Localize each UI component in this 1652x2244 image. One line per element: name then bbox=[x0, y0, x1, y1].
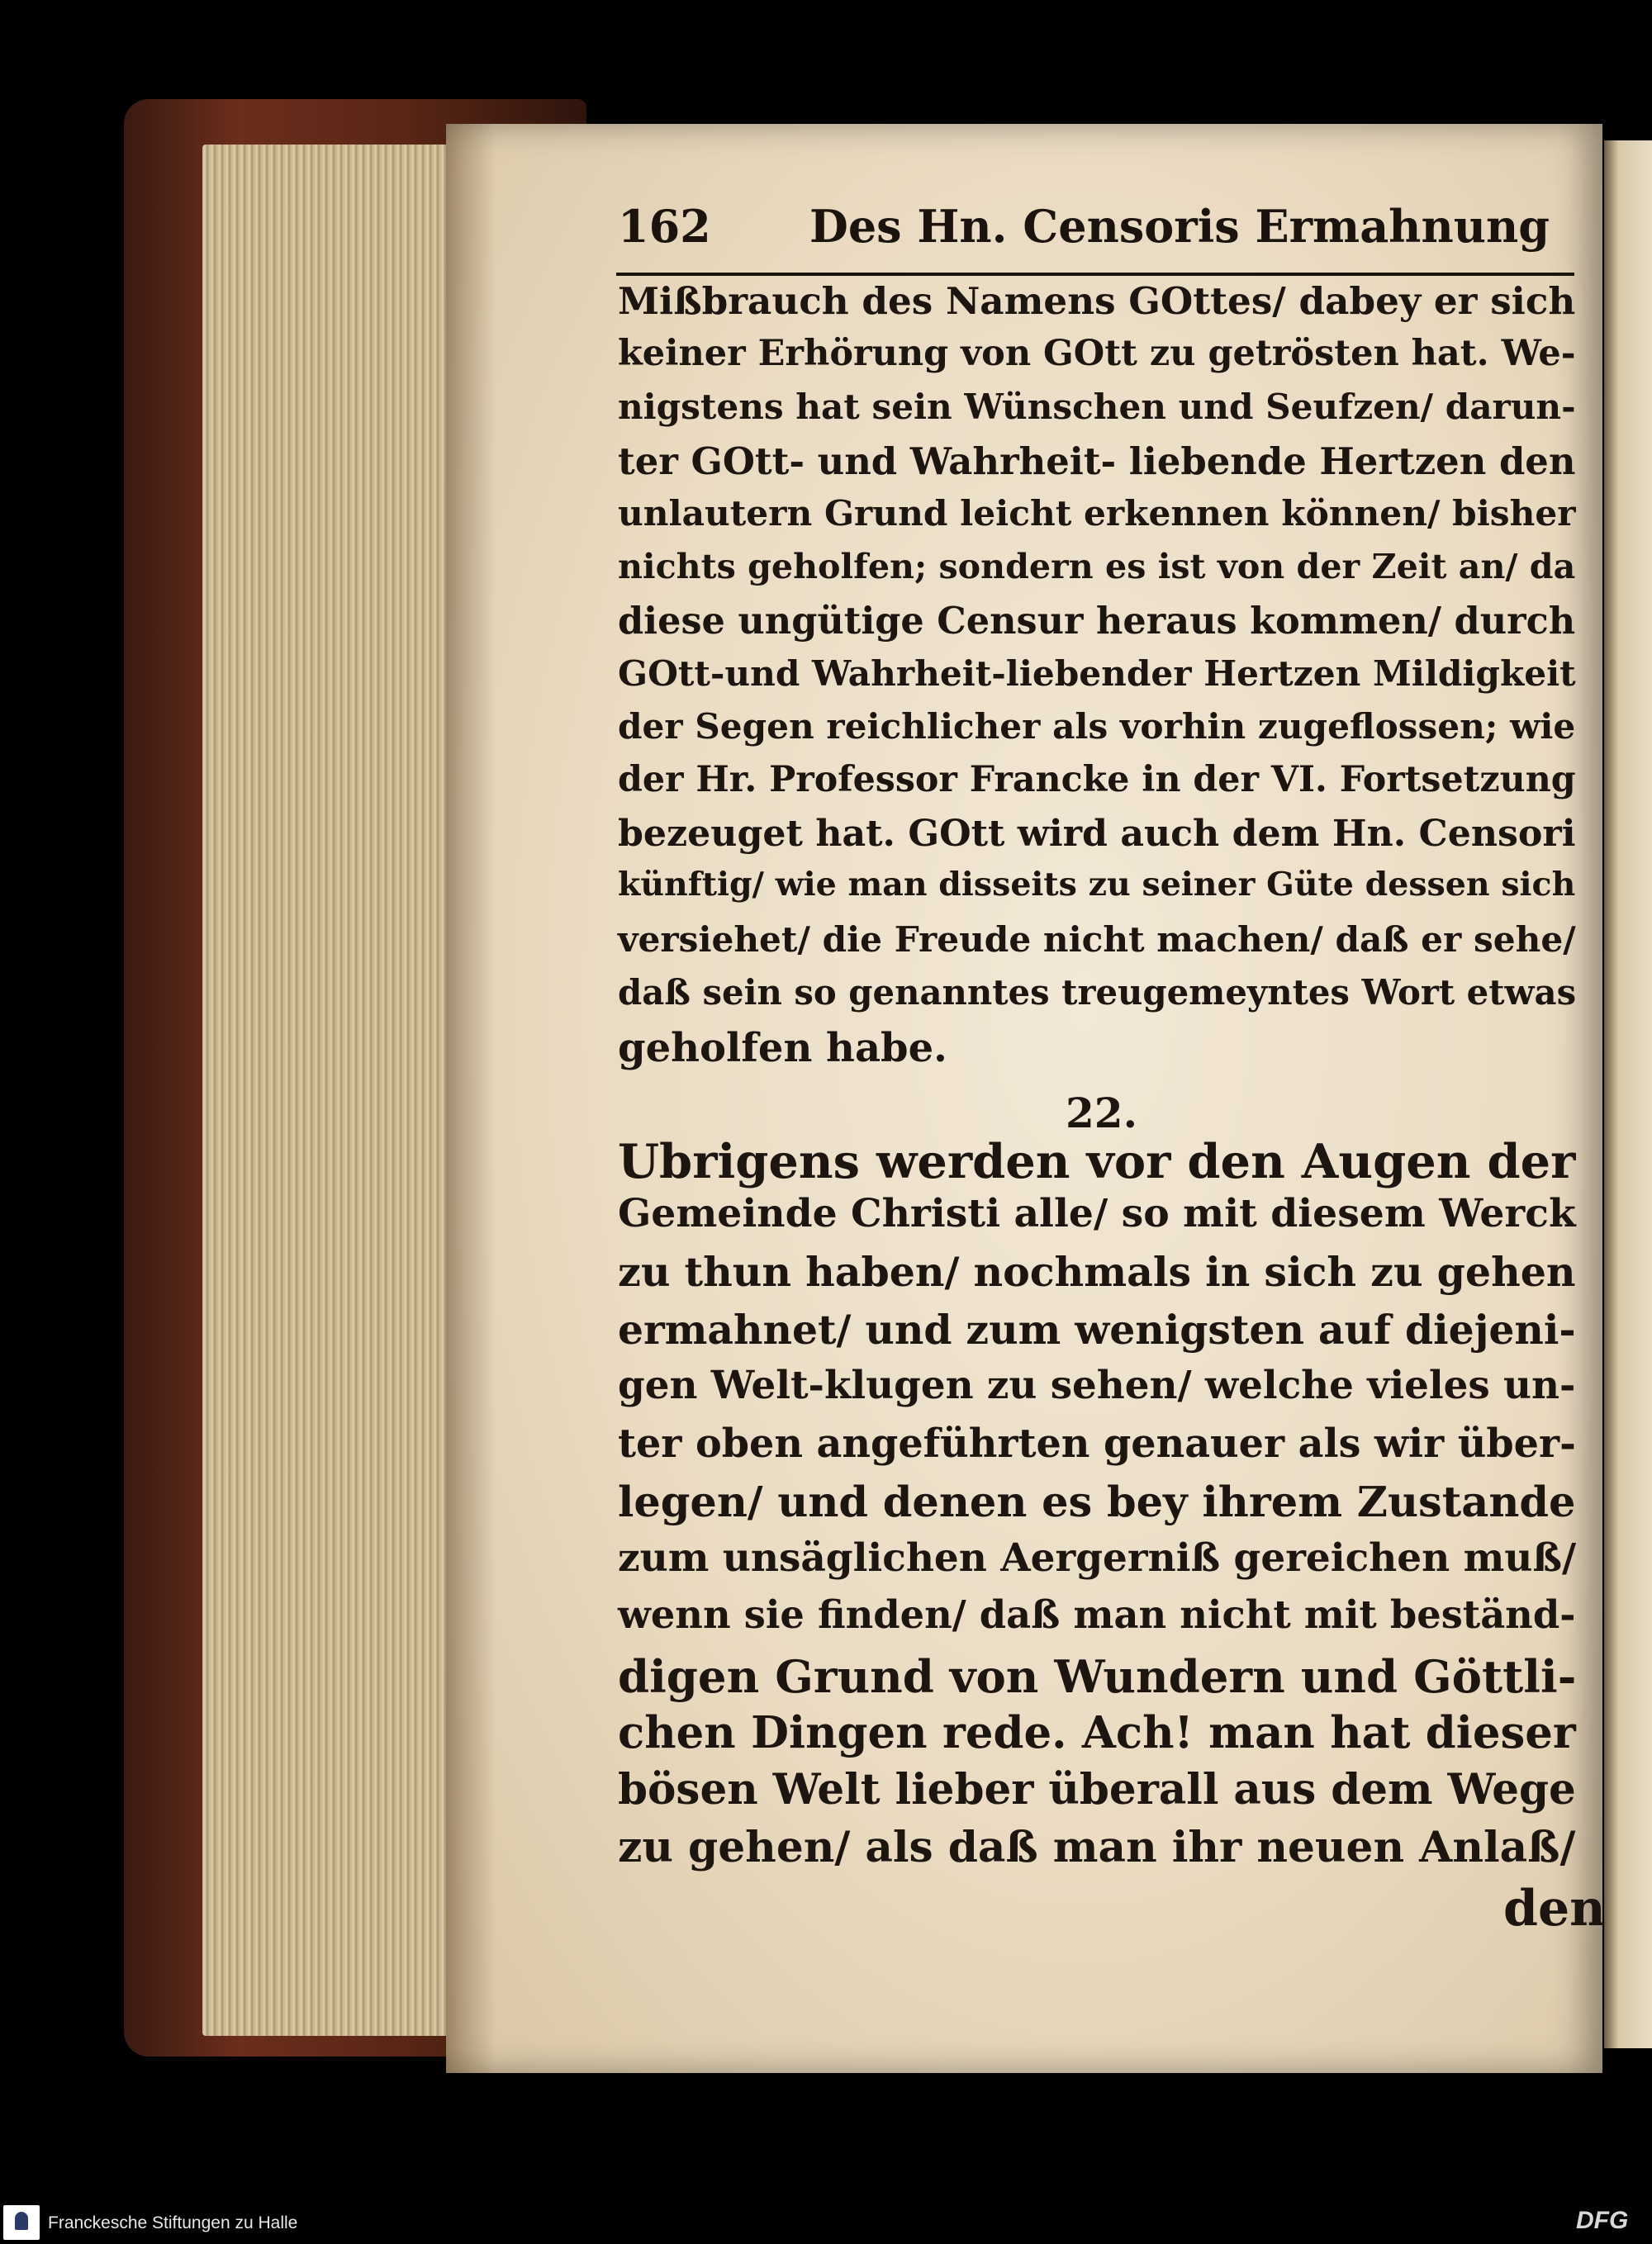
text-line: ter oben angeführten genauer als wir über- bbox=[618, 1420, 1576, 1467]
text-line: zu thun haben/ nochmals in sich zu gehen bbox=[618, 1248, 1576, 1296]
text-line: bösen Welt lieber überall aus dem Wege bbox=[618, 1764, 1576, 1815]
page-header bbox=[618, 192, 1576, 266]
text-line: wenn sie finden/ daß man nicht mit beständ- bbox=[618, 1592, 1576, 1637]
text-line: künftig/ wie man disseits zu seiner Güte dessen sich bbox=[618, 865, 1576, 904]
text-line: der Segen reichlicher als vorhin zugeflossen; wie bbox=[618, 705, 1576, 747]
text-line: zum unsäglichen Aergerniß gereichen muß/ bbox=[618, 1535, 1577, 1581]
text-line: gen Welt-klugen zu sehen/ welche vieles un- bbox=[618, 1363, 1576, 1408]
page-number: 162 bbox=[618, 200, 711, 253]
page-gutter-shadow bbox=[446, 124, 496, 2073]
text-line: der Hr. Professor Francke in der VI. Fortsetzung bbox=[618, 758, 1576, 800]
text-line: geholfen habe. bbox=[618, 1025, 947, 1071]
text-line: Gemeinde Christi alle/ so mit diesem Werck bbox=[618, 1190, 1576, 1236]
header-rule bbox=[616, 273, 1574, 276]
text-line: Ubrigens werden vor den Augen der bbox=[618, 1133, 1576, 1189]
institution-logo-icon bbox=[3, 2205, 40, 2240]
dfg-logo: DFG bbox=[1576, 2207, 1629, 2234]
text-line: versiehet/ die Freude nicht machen/ daß er sehe/ bbox=[618, 918, 1576, 960]
text-line: diese ungütige Censur heraus kommen/ durch bbox=[618, 599, 1576, 643]
page-edges bbox=[202, 145, 475, 2036]
text-line: legen/ und denen es bey ihrem Zustande bbox=[618, 1478, 1576, 1527]
running-title: Des Hn. Censoris Ermahnung bbox=[809, 200, 1550, 253]
text-line: zu gehen/ als daß man ihr neuen Anlaß/ bbox=[618, 1822, 1576, 1872]
text-line: keiner Erhörung von GOtt zu getrösten hat. We- bbox=[618, 332, 1576, 374]
text-line: Mißbrauch des Namens GOttes/ dabey er sich bbox=[618, 279, 1576, 323]
institution-name: Franckesche Stiftungen zu Halle bbox=[48, 2213, 298, 2232]
text-line: GOtt-und Wahrheit-liebender Hertzen Mildigkeit bbox=[618, 652, 1576, 694]
facing-page-edge bbox=[1604, 140, 1652, 2048]
text-line: daß sein so genanntes treugemeyntes Wort etwas bbox=[618, 971, 1577, 1013]
text-line: digen Grund von Wundern und Göttli- bbox=[618, 1649, 1577, 1703]
text-line: nichts geholfen; sondern es ist von der Zeit an/ da bbox=[618, 545, 1576, 586]
section-number: 22. bbox=[1066, 1089, 1137, 1137]
text-line: unlautern Grund leicht erkennen können/ bisher bbox=[618, 492, 1576, 534]
text-line: ermahnet/ und zum wenigsten auf diejeni- bbox=[618, 1305, 1576, 1354]
text-line: nigstens hat sein Wünschen und Seufzen/ darun- bbox=[618, 386, 1576, 427]
text-line: chen Dingen rede. Ach! man hat dieser bbox=[618, 1707, 1576, 1758]
text-line: bezeuget hat. GOtt wird auch dem Hn. Censori bbox=[618, 812, 1576, 855]
text-line: ter GOtt- und Wahrheit- liebende Hertzen den bbox=[618, 439, 1576, 483]
text-line: den bbox=[1503, 1879, 1606, 1938]
